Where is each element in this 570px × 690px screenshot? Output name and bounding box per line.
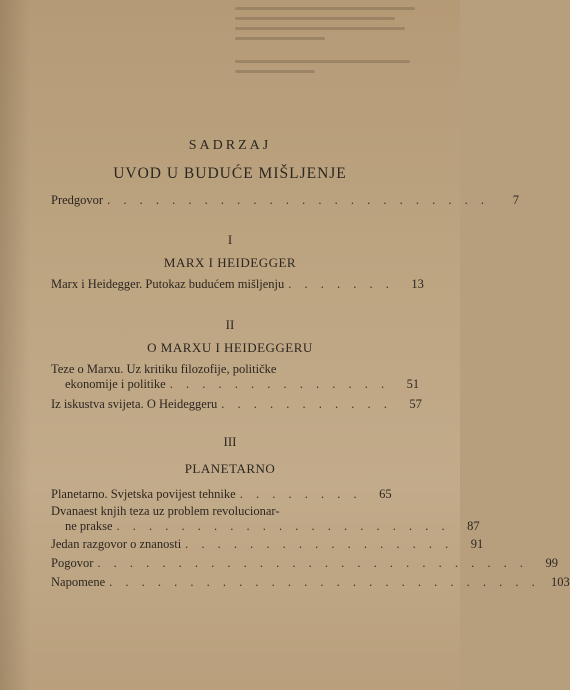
leader-dots: . . . . . . . . . . . . . . . . . . . . . . . . [107, 193, 489, 207]
toc-page-number: 13 [411, 277, 424, 291]
toc-entry[interactable] [51, 575, 570, 590]
toc-entry[interactable] [51, 537, 484, 552]
part-title: O MARXU I HEIDEGGERU [147, 340, 313, 355]
leader-dots: . . . . . . . . . . . [221, 397, 392, 411]
part-title: PLANETARNO [184, 461, 276, 476]
toc-entry-text-cont: ekonomije i politike [65, 377, 166, 391]
toc-entry[interactable] [51, 193, 519, 208]
toc-entry[interactable] [51, 362, 420, 392]
leader-dots: . . . . . . . [288, 277, 394, 291]
toc-entry-text: Pogovor [51, 556, 94, 570]
leader-dots: . . . . . . . . . . . . . . . . . [185, 537, 454, 551]
toc-page-number: 57 [409, 397, 422, 411]
toc-heading: SADRZAJ [188, 138, 272, 153]
toc-entry-text: Planetarno. Svjetska povijest tehnike [51, 487, 236, 501]
toc-page-number: 103 [551, 575, 570, 589]
leader-dots: . . . . . . . . . . . . . . [169, 377, 390, 391]
toc-entry-text: Jedan razgovor o znanosti [51, 537, 182, 551]
bleed-through-text [235, 0, 435, 100]
toc-entry-text: Predgovor [51, 193, 104, 207]
toc-entry-text: Teze o Marxu. Uz kritiku filozofije, političke [51, 362, 277, 376]
leader-dots: . . . . . . . . . . . . . . . . . . . . . [116, 519, 450, 533]
toc-page-number: 99 [545, 556, 558, 570]
toc-entry-text: Marx i Heidegger. Putokaz budućem mišljenju [51, 277, 285, 291]
toc-entry-text-cont: ne prakse [65, 519, 113, 533]
leader-dots: . . . . . . . . [239, 487, 362, 501]
toc-entry[interactable] [51, 397, 422, 412]
part-number: I [227, 232, 233, 247]
toc-page-number: 87 [467, 519, 480, 533]
toc-entry[interactable] [51, 277, 424, 292]
leader-dots: . . . . . . . . . . . . . . . . . . . . . . . . . . . [97, 556, 528, 570]
toc-page-number: 7 [512, 193, 519, 207]
toc-page-number: 65 [379, 487, 392, 501]
toc-entry-text: Dvanaest knjih teza uz problem revolucionar- [51, 504, 280, 518]
leader-dots: . . . . . . . . . . . . . . . . . . . . . . . . . . . [109, 575, 540, 589]
toc-entry-text: Napomene [51, 575, 106, 589]
part-title: MARX I HEIDEGGER [163, 255, 297, 270]
toc-page-number: 51 [406, 377, 420, 391]
part-number: III [223, 434, 237, 449]
part-number: II [225, 317, 235, 332]
toc-entry[interactable] [51, 487, 392, 502]
toc-entry-text: Iz iskustva svijeta. O Heideggeru [51, 397, 218, 411]
toc-page-number: 91 [470, 537, 484, 551]
intro-title: UVOD U BUDUĆE MIŠLJENJE [113, 165, 347, 182]
toc-entry[interactable] [51, 504, 480, 534]
toc-entry[interactable] [51, 556, 558, 571]
